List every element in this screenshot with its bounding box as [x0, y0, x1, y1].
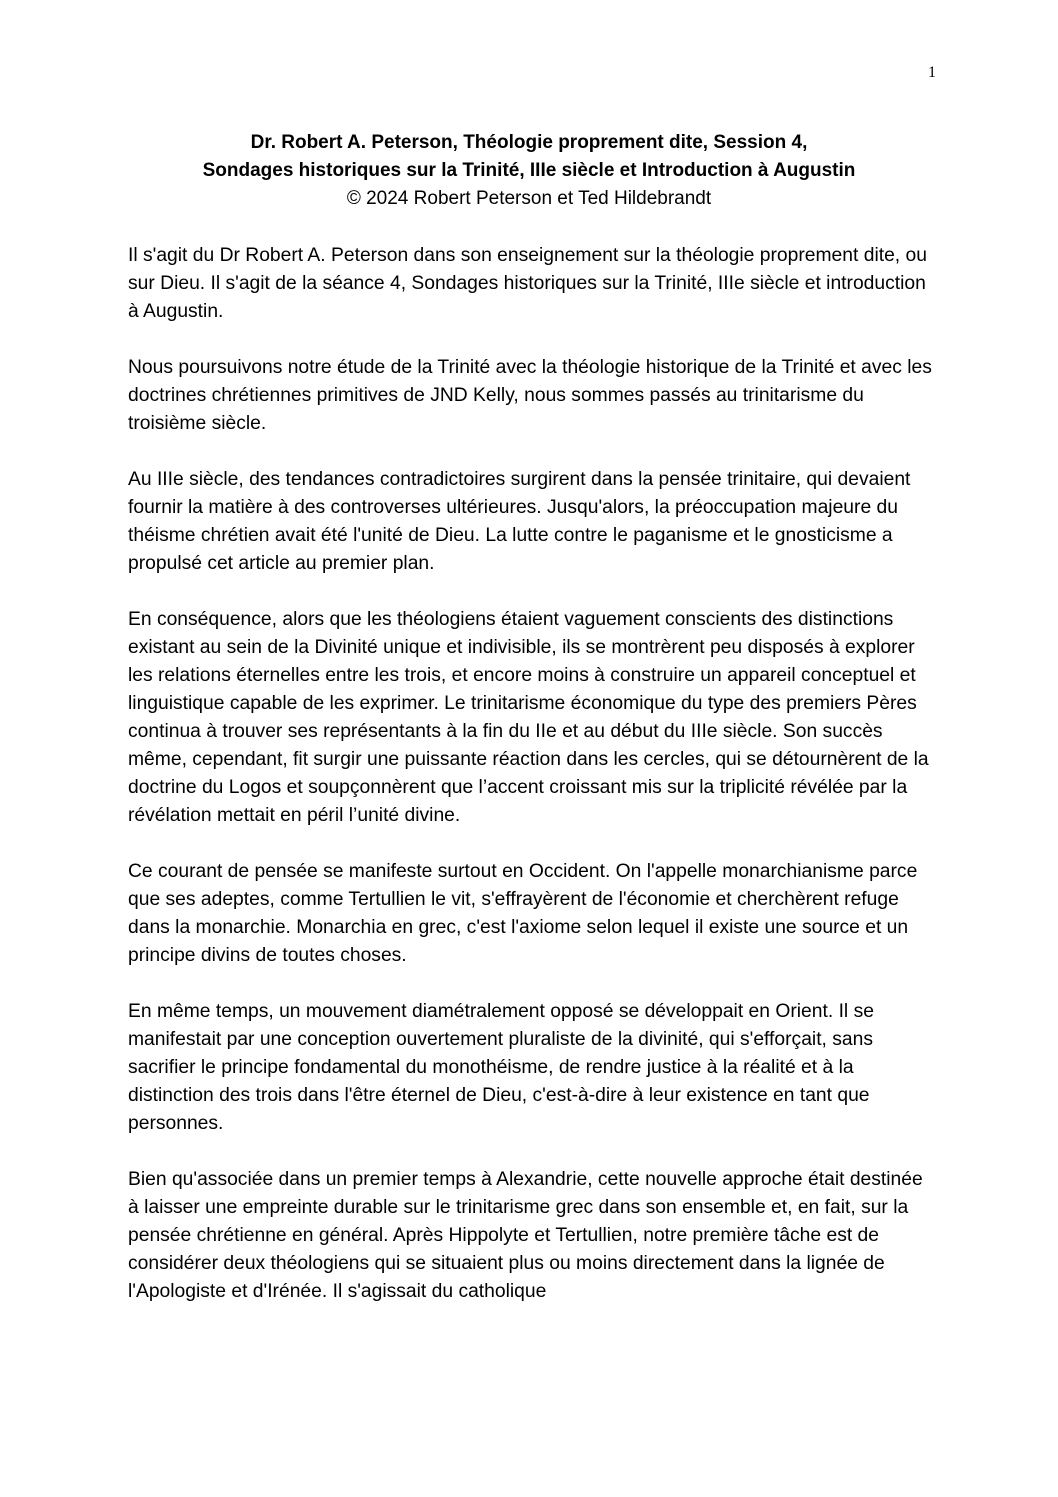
paragraph: Il s'agit du Dr Robert A. Peterson dans son enseignement sur la théologie proprement dite, ou sur Dieu. Il s'agit de la séance 4, Sondages historiques sur la Trinité, IIIe siècle et introduction à Augustin.: [128, 245, 927, 322]
paragraph: Nous poursuivons notre étude de la Trinité avec la théologie historique de la Trinité et avec les doctrines chrétiennes primitives de JND Kelly, nous sommes passés au trinitarisme du troisième siècle.: [128, 357, 932, 434]
paragraph: Au IIIe siècle, des tendances contradictoires surgirent dans la pensée trinitaire, qui devaient fournir la matière à des controverses ultérieures. Jusqu'alors, la préoccupation majeure du théisme chrétien avait été l'unité de Dieu. La lutte contre le paganisme et le gnosticisme a propulsé cet article au premier plan.: [128, 469, 911, 574]
page-number: 1: [928, 64, 936, 81]
paragraph: Bien qu'associée dans un premier temps à Alexandrie, cette nouvelle approche était destinée à laisser une empreinte durable sur le trinitarisme grec dans son ensemble et, en fait, sur la pensée chrétienne en général. Après Hippolyte et Tertullien, notre première tâche est de considérer deux théologiens qui se situaient plus ou moins directement dans la lignée de l'Apologiste et d'Irénée. Il s'agissait du catholique: [128, 1169, 923, 1302]
title-line-2: Sondages historiques sur la Trinité, IIIe siècle et Introduction à Augustin: [202, 160, 856, 181]
body-text: [128, 242, 933, 1334]
document-header: [128, 129, 930, 213]
paragraph: En même temps, un mouvement diamétralement opposé se développait en Orient. Il se manifestait par une conception ouvertement pluraliste de la divinité, qui s'efforçait, sans sacrifier le principe fondamental du monothéisme, de rendre justice à la réalité et à la distinction des trois dans l'être éternel de Dieu, c'est-à-dire à leur existence en tant que personnes.: [128, 1001, 874, 1134]
title-line-1: Dr. Robert A. Peterson, Théologie proprement dite, Session 4,: [250, 132, 808, 153]
paragraph: Ce courant de pensée se manifeste surtout en Occident. On l'appelle monarchianisme parce que ses adeptes, comme Tertullien le vit, s'effrayèrent de l'économie et cherchèrent refuge dans la monarchie. Monarchia en grec, c'est l'axiome selon lequel il existe une source et un principe divins de toutes choses.: [128, 861, 918, 966]
copyright-line: © 2024 Robert Peterson et Ted Hildebrandt: [346, 188, 712, 209]
paragraph: En conséquence, alors que les théologiens étaient vaguement conscients des distinctions existant au sein de la Divinité unique et indivisible, ils se montrèrent peu disposés à explorer les relations éternelles entre les trois, et encore moins à construire un appareil conceptuel et linguistique capable de les exprimer. Le trinitarisme économique du type des premiers Pères continua à trouver ses représentants à la fin du IIe et au début du IIIe siècle. Son succès même, cependant, fit surgir une puissante réaction dans les cercles, qui se détournèrent de la doctrine du Logos et soupçonnèrent que l’accent croissant mis sur la triplicité révélée par la révélation mettait en péril l’unité divine.: [128, 609, 929, 826]
